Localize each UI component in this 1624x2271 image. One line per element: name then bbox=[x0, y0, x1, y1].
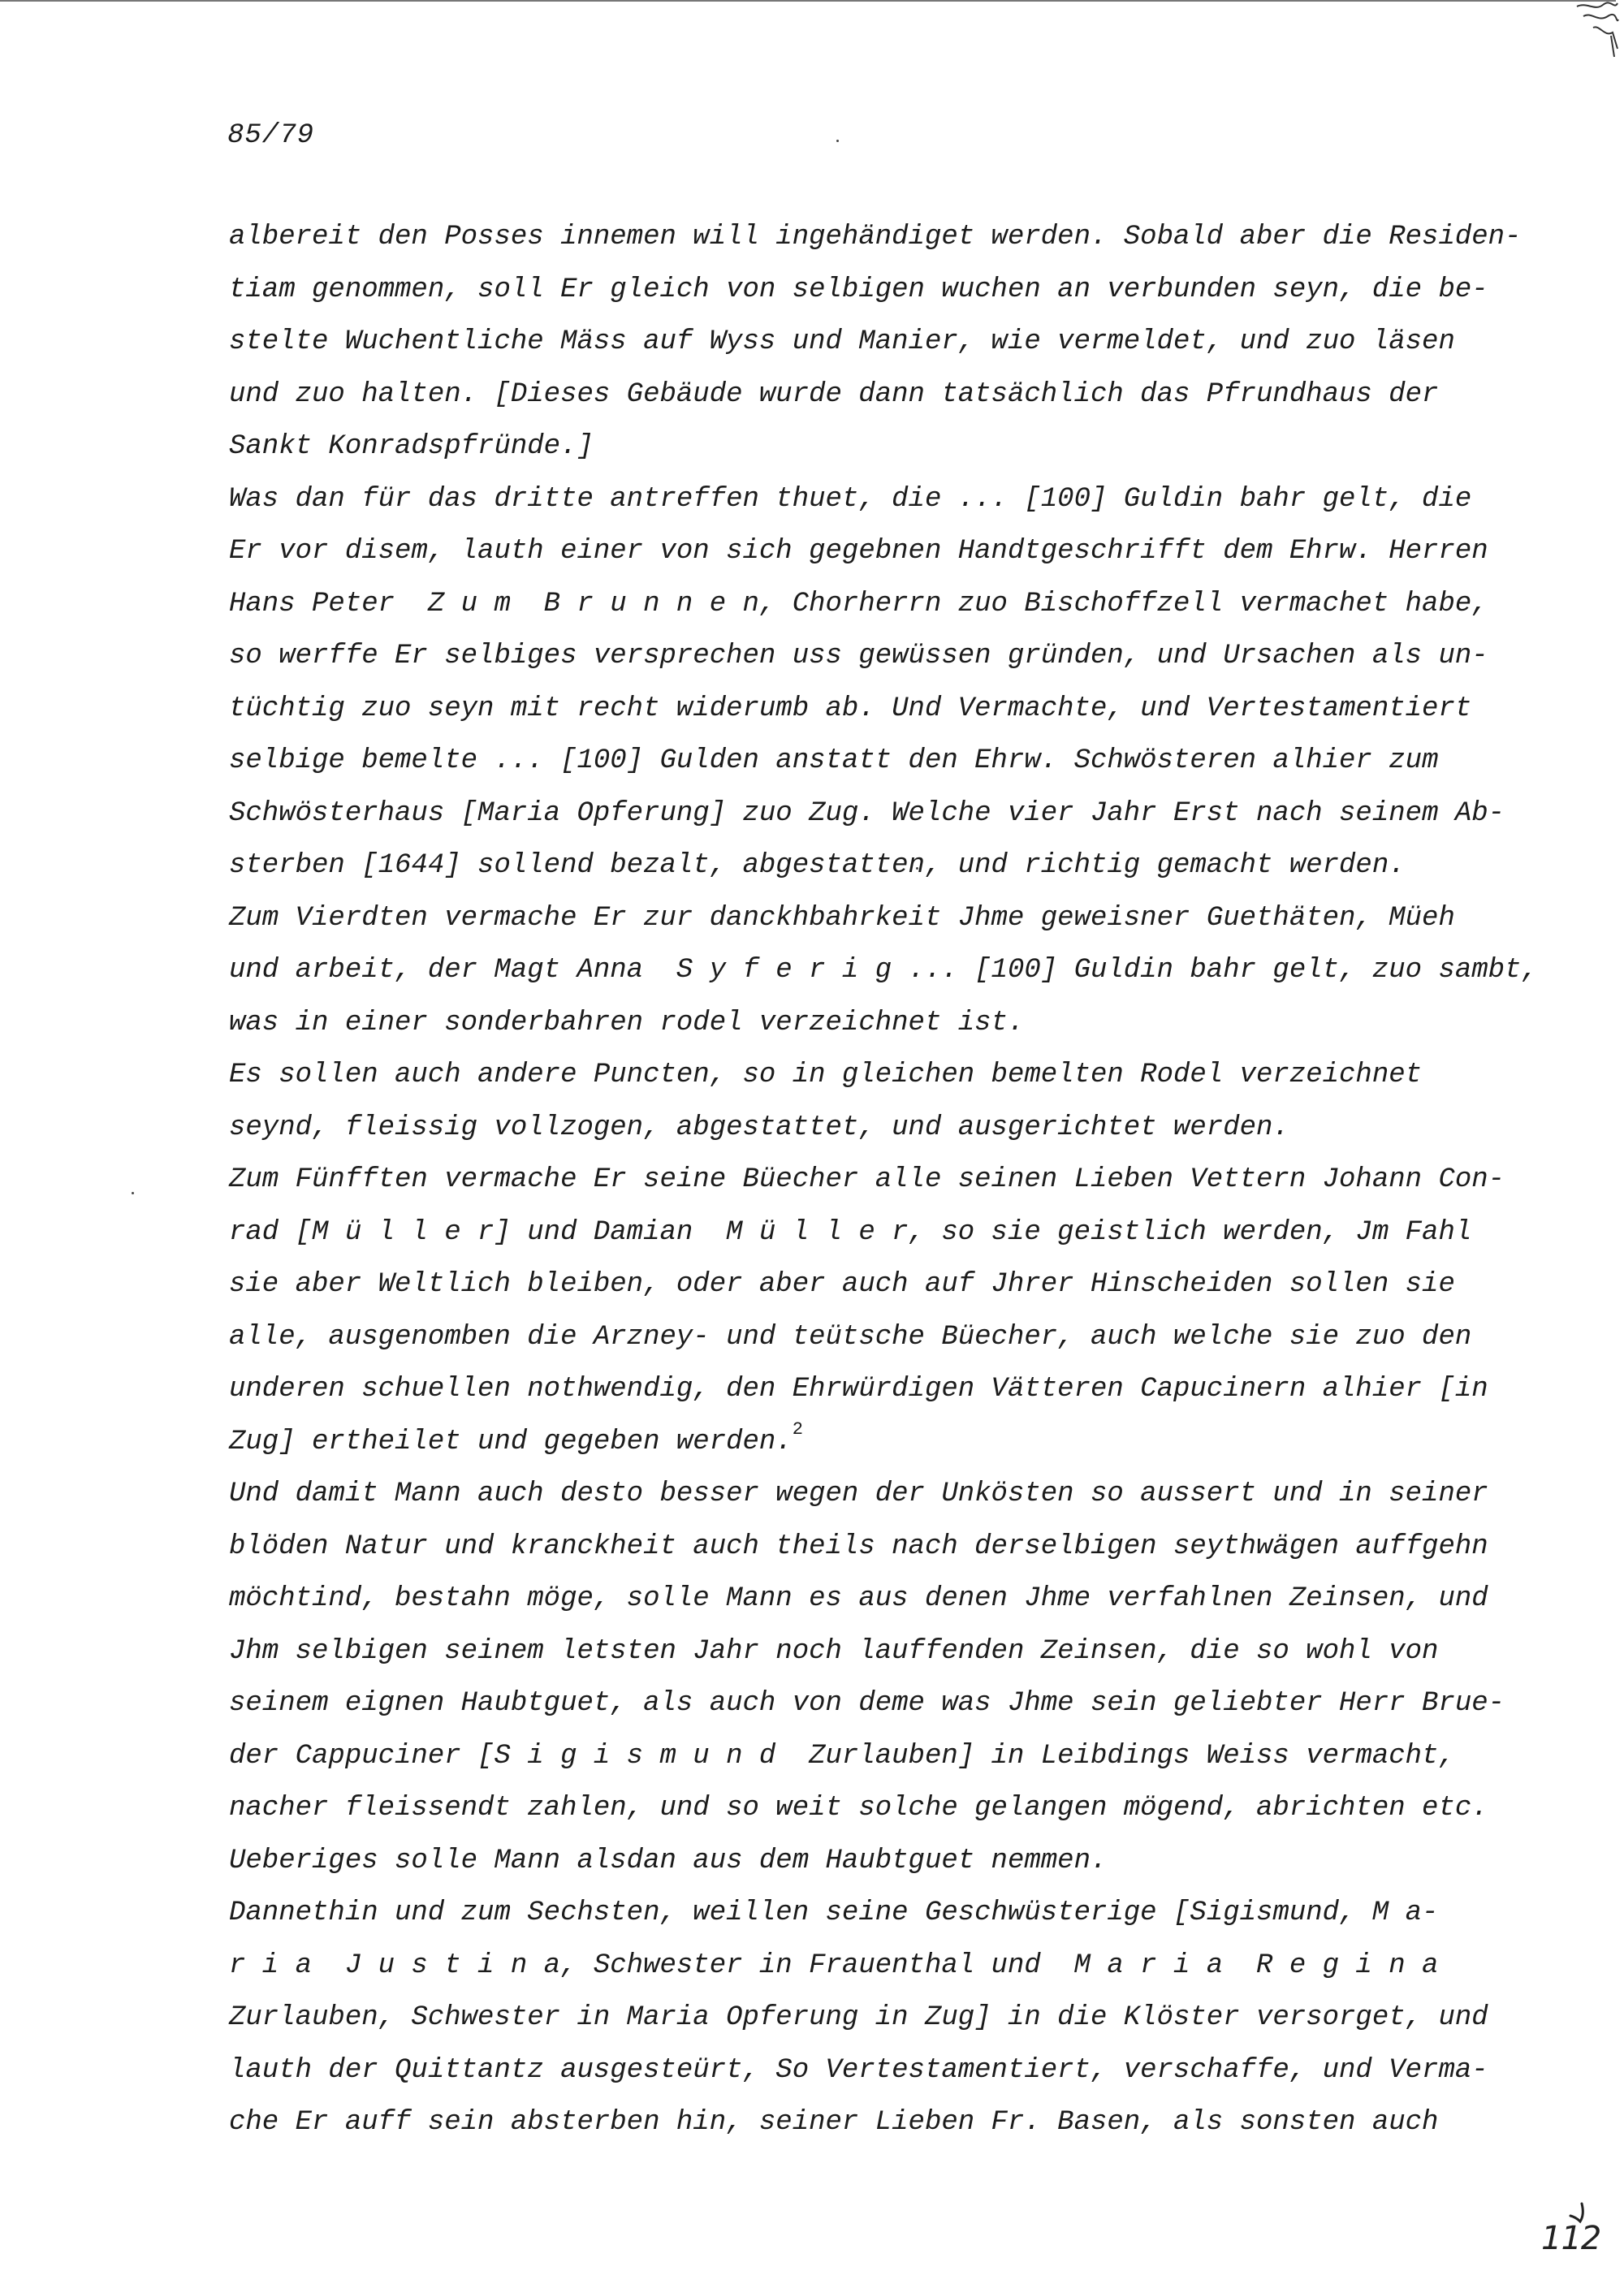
text-line: was in einer sonderbahren rodel verzeichnet ist. bbox=[229, 1007, 1025, 1038]
speck bbox=[132, 1192, 134, 1194]
text-line: Sankt Konradspfründe.] bbox=[229, 431, 594, 462]
top-border-line bbox=[0, 0, 1616, 2]
text-line: tiam genommen, soll Er gleich von selbigen wuchen an verbunden seyn, die be- bbox=[229, 274, 1488, 305]
text-line: nacher fleissendt zahlen, und so weit solche gelangen mögend, abrichten etc. bbox=[229, 1793, 1488, 1824]
text-line: blöden Natur und kranckheit auch theils nach derselbigen seythwägen auffgehn bbox=[229, 1531, 1488, 1562]
text-line: Es sollen auch andere Puncten, so in gleichen bemelten Rodel verzeichnet bbox=[229, 1060, 1423, 1090]
text-line: lauth der Quittantz ausgesteürt, So Vertestamentiert, verschaffe, und Verma- bbox=[229, 2054, 1488, 2086]
text-line: Er vor disem, lauth einer von sich gegebnen Handtgeschrifft dem Ehrw. Herren bbox=[229, 536, 1488, 567]
text-line: Schwösterhaus [Maria Opferung] zuo Zug. Welche vier Jahr Erst nach seinem Ab- bbox=[229, 797, 1505, 829]
text-line: r i a J u s t i n a, Schwester in Frauenthal und M a r i a R e g i n a bbox=[229, 1949, 1439, 1981]
text-line: tüchtig zuo seyn mit recht widerumb ab. Und Vermachte, und Vertestamentiert bbox=[229, 693, 1472, 724]
text-line: alle, ausgenomben die Arzney- und teütsche Büecher, auch welche sie zuo den bbox=[229, 1321, 1472, 1353]
text-line: Hans Peter Z u m B r u n n e n, Chorherrn zuo Bischoffzell vermachet habe, bbox=[229, 588, 1488, 620]
text-line: selbige bemelte ... [100] Gulden anstatt den Ehrw. Schwösteren alhier zum bbox=[229, 745, 1439, 776]
page-number: 85/79 bbox=[227, 120, 315, 151]
text-line: Zum Vierdten vermache Er zur danckhbahrkeit Jhme geweisner Guethäten, Müeh bbox=[229, 902, 1455, 934]
text-line: Was dan für das dritte antreffen thuet, die ... [100] Guldin bahr gelt, die bbox=[229, 483, 1472, 515]
text-line: Jhm selbigen seinem letsten Jahr noch lauffenden Zeinsen, die so wohl von bbox=[229, 1635, 1439, 1667]
archive-folio-number: 112 bbox=[1541, 2220, 1601, 2257]
text-line: seinem eignen Haubtguet, als auch von deme was Jhme sein geliebter Herr Brue- bbox=[229, 1688, 1505, 1719]
text-line: stelte Wuchentliche Mäss auf Wyss und Manier, wie vermeldet, und zuo läsen bbox=[229, 326, 1455, 357]
document-body bbox=[229, 211, 1561, 2149]
text-line: Ueberiges solle Mann alsdan aus dem Haubtguet nemmen. bbox=[229, 1845, 1108, 1876]
text-line: Dannethin und zum Sechsten, weillen seine Geschwüsterige [Sigismund, M a- bbox=[229, 1898, 1439, 1928]
text-line: Und damit Mann auch desto besser wegen der Unkösten so aussert und in seiner bbox=[229, 1479, 1488, 1509]
text-line: albereit den Posses innemen will ingehändiget werden. Sobald aber die Residen- bbox=[229, 222, 1522, 253]
footnote-reference: 2 bbox=[792, 1418, 803, 1440]
text-line-with-footnote bbox=[229, 1416, 1561, 1469]
text-line: und arbeit, der Magt Anna S y f e r i g ... [100] Guldin bahr gelt, zuo sambt, bbox=[229, 955, 1538, 986]
text-line: möchtind, bestahn möge, solle Mann es aus denen Jhme verfahlnen Zeinsen, und bbox=[229, 1583, 1488, 1614]
speck bbox=[836, 140, 839, 142]
text-line: rad [M ü l l e r] und Damian M ü l l e r, so sie geistlich werden, Jm Fahl bbox=[229, 1216, 1472, 1248]
text-line: sie aber Weltlich bleiben, oder aber auch auf Jhrer Hinscheiden sollen sie bbox=[229, 1269, 1455, 1300]
text-line: der Cappuciner [S i g i s m u n d Zurlauben] in Leibdings Weiss vermacht, bbox=[229, 1740, 1455, 1772]
text-line: Zurlauben, Schwester in Maria Opferung in Zug] in die Klöster versorget, und bbox=[229, 2002, 1488, 2033]
text-line: Zum Fünfften vermache Er seine Büecher alle seinen Lieben Vettern Johann Con- bbox=[229, 1164, 1505, 1195]
text-line: so werffe Er selbiges versprechen uss gewüssen gründen, und Ursachen als un- bbox=[229, 641, 1488, 671]
text-line: underen schuellen nothwendig, den Ehrwürdigen Vätteren Capucinern alhier [in bbox=[229, 1374, 1488, 1405]
text-line: che Er auff sein absterben hin, seiner Lieben Fr. Basen, als sonsten auch bbox=[229, 2107, 1439, 2138]
text-line-content: Zug] ertheilet und gegeben werden. bbox=[229, 1426, 793, 1457]
text-line: sterben [1644] sollend bezalt, abgestatten, und richtig gemacht werden. bbox=[229, 850, 1406, 881]
corner-scribble-icon bbox=[1575, 0, 1620, 65]
text-line: seynd, fleissig vollzogen, abgestattet, und ausgerichtet werden. bbox=[229, 1112, 1289, 1143]
text-line: und zuo halten. [Dieses Gebäude wurde dann tatsächlich das Pfrundhaus der bbox=[229, 378, 1439, 410]
